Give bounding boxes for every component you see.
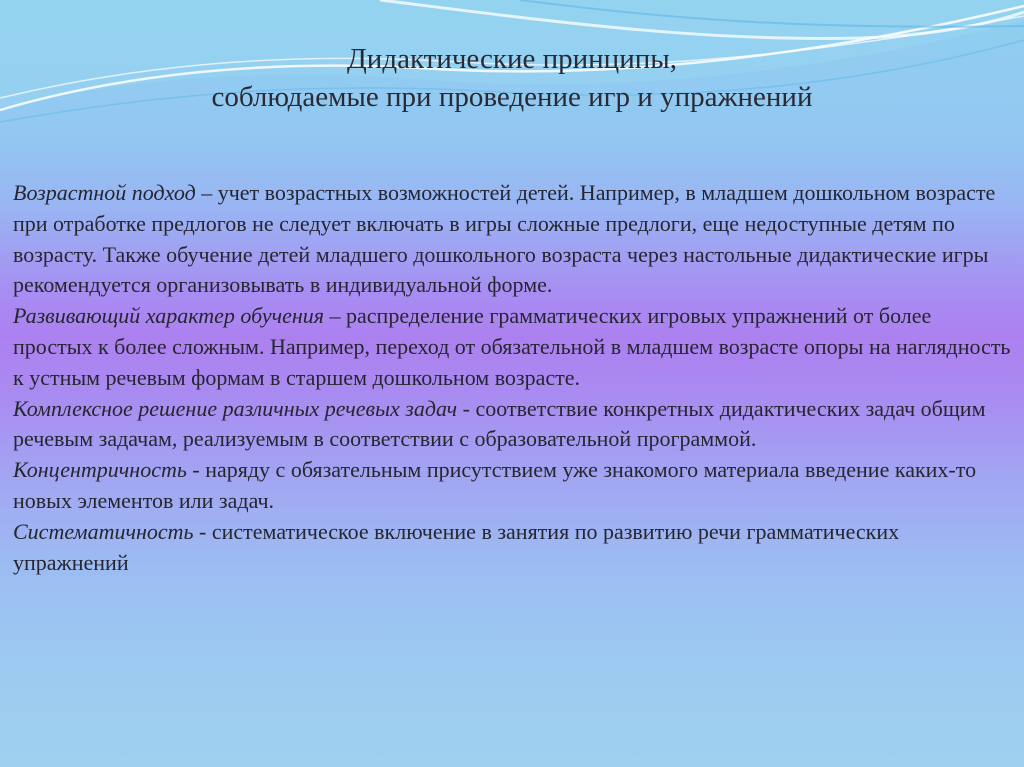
principle-concentricity (13, 455, 1013, 517)
slide-title (0, 40, 1024, 116)
principle-description: – распределение грамматических игровых упражнений от более простых к более сложным. Например, переход от обязательной в младшем возрасте опоры на наглядность к устным речевым формам в старшем дошкольном возрасте. (13, 303, 1011, 390)
principle-term: Комплексное решение различных речевых задач (13, 395, 458, 421)
principle-description: - наряду с обязательным присутствием уже знакомого материала введение каких-то новых элементов или задач. (13, 457, 977, 513)
principle-developing-learning (13, 301, 1013, 393)
principle-description: - систематическое включение в занятия по развитию речи грамматических упражнений (13, 518, 900, 575)
principle-complex-solution (13, 394, 1013, 456)
principles-list (13, 178, 1013, 578)
principle-term: Концентричность (13, 457, 187, 483)
slide-title-line-1: Дидактические принципы, (347, 43, 677, 75)
principle-age-approach (13, 178, 1013, 301)
principle-term: Систематичность (13, 518, 194, 544)
principle-term: Возрастной подход (13, 180, 196, 205)
wave-line (520, 0, 1024, 27)
principle-description: - соответствие конкретных дидактических задач общим речевым задачам, реализуемым в соответствии с образовательной программой. (13, 395, 986, 452)
principle-term: Развивающий характер обучения (13, 303, 325, 329)
slide-title-line-2: соблюдаемые при проведение игр и упражнений (211, 81, 813, 113)
wave-line (380, 0, 1024, 38)
principle-description: – учет возрастных возможностей детей. Например, в младшем дошкольном возрасте при отработке предлогов не следует включать в игры сложные предлоги, еще недоступные детям по возрасту. Также обучение детей младшего дошкольного возраста через настольные дидактические игры рекомендуется организовывать в индивидуальной форме. (13, 180, 996, 298)
principle-systematicity (13, 517, 1013, 579)
